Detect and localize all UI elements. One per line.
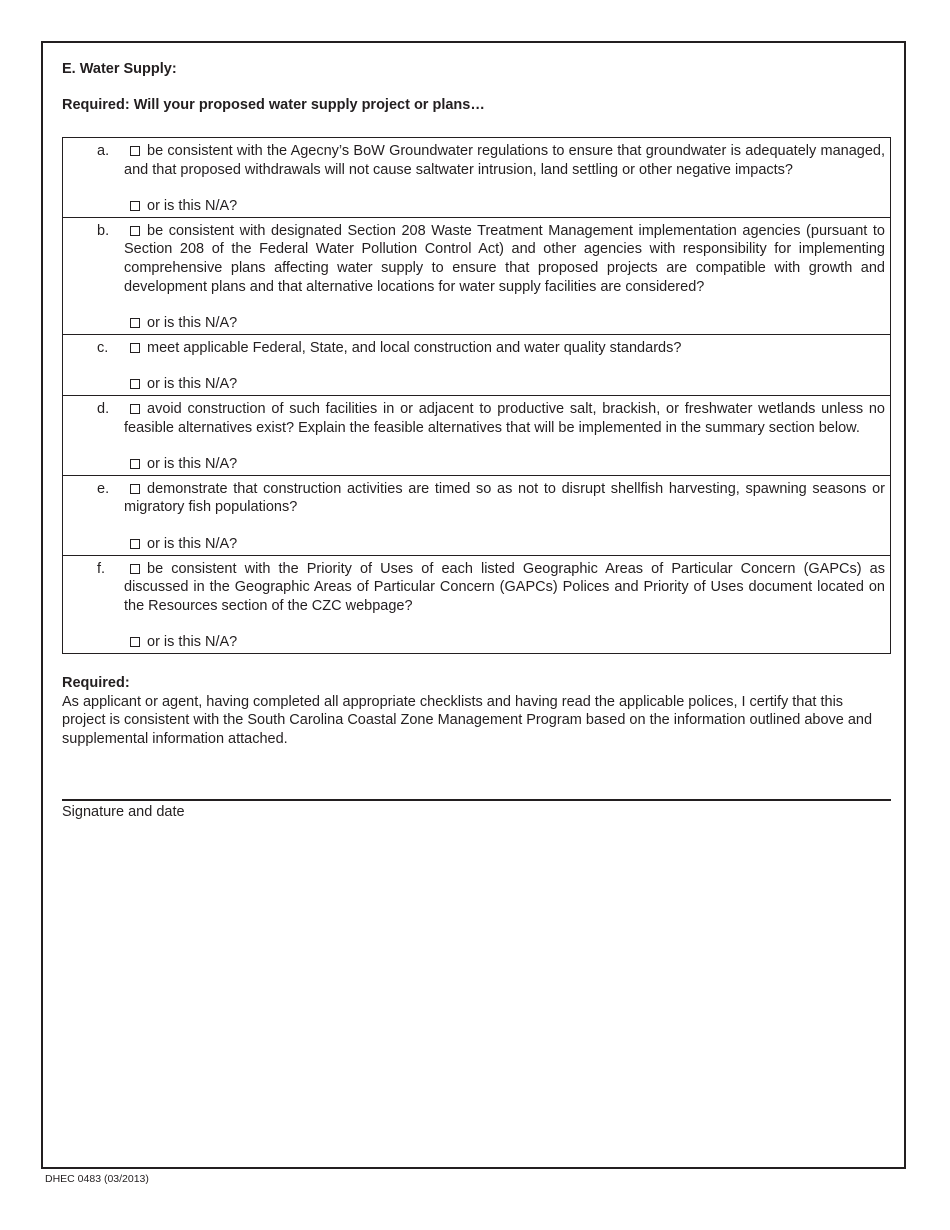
checkbox-consistent[interactable]: [130, 564, 140, 574]
item-letter: a.: [97, 143, 110, 159]
signature-label: Signature and date: [62, 804, 185, 820]
checkbox-na[interactable]: [130, 637, 140, 647]
form-number: DHEC 0483 (03/2013): [45, 1173, 149, 1185]
checkbox-na[interactable]: [130, 318, 140, 328]
checkbox-consistent[interactable]: [130, 404, 140, 414]
item-letter: f.: [97, 560, 106, 577]
checklist-item-a: [63, 138, 890, 218]
item-letter: d.: [97, 400, 110, 417]
checklist-item-e: [63, 476, 890, 556]
checkbox-consistent[interactable]: [130, 343, 140, 353]
checklist-item-f: [63, 556, 890, 653]
item-letter: b.: [97, 222, 110, 239]
checkbox-na[interactable]: [130, 379, 140, 389]
item-text: demonstrate that construction activities are timed so as not to disrupt shellfish harvesting, spawning seasons or migratory fish populations?: [124, 480, 885, 516]
checkbox-consistent[interactable]: [130, 226, 140, 236]
section-title: E. Water Supply:: [62, 61, 177, 77]
item-text: avoid construction of such facilities in or adjacent to productive salt, brackish, or freshwater wetlands unless no feasible alternatives exist? Explain the feasible alternatives that will be implemented in the summary section below.: [124, 400, 885, 436]
checklist-item-c: [63, 335, 890, 396]
item-text: be consistent with designated Section 208 Waste Treatment Management implementation agencies (pursuant to Section 208 of the Federal Water Pollution Control Act) and other agencies with responsibility for implementing comprehensive plans affecting water supply to ensure that proposed projects are compatible with growth and development plans and that alternative locations for water supply facilities are considered?: [124, 222, 885, 295]
certification-title: Required:: [62, 675, 130, 691]
checklist-item-d: [63, 396, 890, 476]
checklist-table: [62, 137, 891, 654]
checkbox-na[interactable]: [130, 539, 140, 549]
checkbox-consistent[interactable]: [130, 146, 140, 156]
item-text: be consistent with the Agecny’s BoW Groundwater regulations to ensure that groundwater is adequately managed, and that proposed withdrawals will not cause saltwater intrusion, land settling or other negative impacts?: [124, 143, 885, 178]
na-label: or is this N/A?: [147, 535, 238, 552]
checkbox-na[interactable]: [130, 459, 140, 469]
checkbox-consistent[interactable]: [130, 484, 140, 494]
na-label: or is this N/A?: [147, 198, 238, 215]
item-letter: c.: [97, 339, 109, 356]
na-label: or is this N/A?: [147, 315, 238, 332]
item-text: meet applicable Federal, State, and local construction and water quality standards?: [147, 339, 682, 356]
certification-text: As applicant or agent, having completed all appropriate checklists and having read the applicable polices, I certify that this project is consistent with the South Carolina Coastal Zone Management Program based on the information outlined above and supplemental information attached.: [62, 693, 873, 747]
item-text: be consistent with the Priority of Uses of each listed Geographic Areas of Particular Concern (GAPCs) as discussed in the Geographic Areas of Particular Concern (GAPCs) Polices and Priority of Uses document located on the Resources section of the CZC webpage?: [124, 560, 885, 614]
checkbox-na[interactable]: [130, 201, 140, 211]
signature-line[interactable]: [62, 799, 891, 801]
na-label: or is this N/A?: [147, 456, 238, 473]
na-label: or is this N/A?: [147, 634, 238, 651]
item-letter: e.: [97, 480, 110, 497]
na-label: or is this N/A?: [147, 376, 238, 393]
checklist-item-b: [63, 218, 890, 335]
certification-block: [62, 674, 887, 748]
required-question: Required: Will your proposed water supply project or plans…: [62, 97, 485, 113]
